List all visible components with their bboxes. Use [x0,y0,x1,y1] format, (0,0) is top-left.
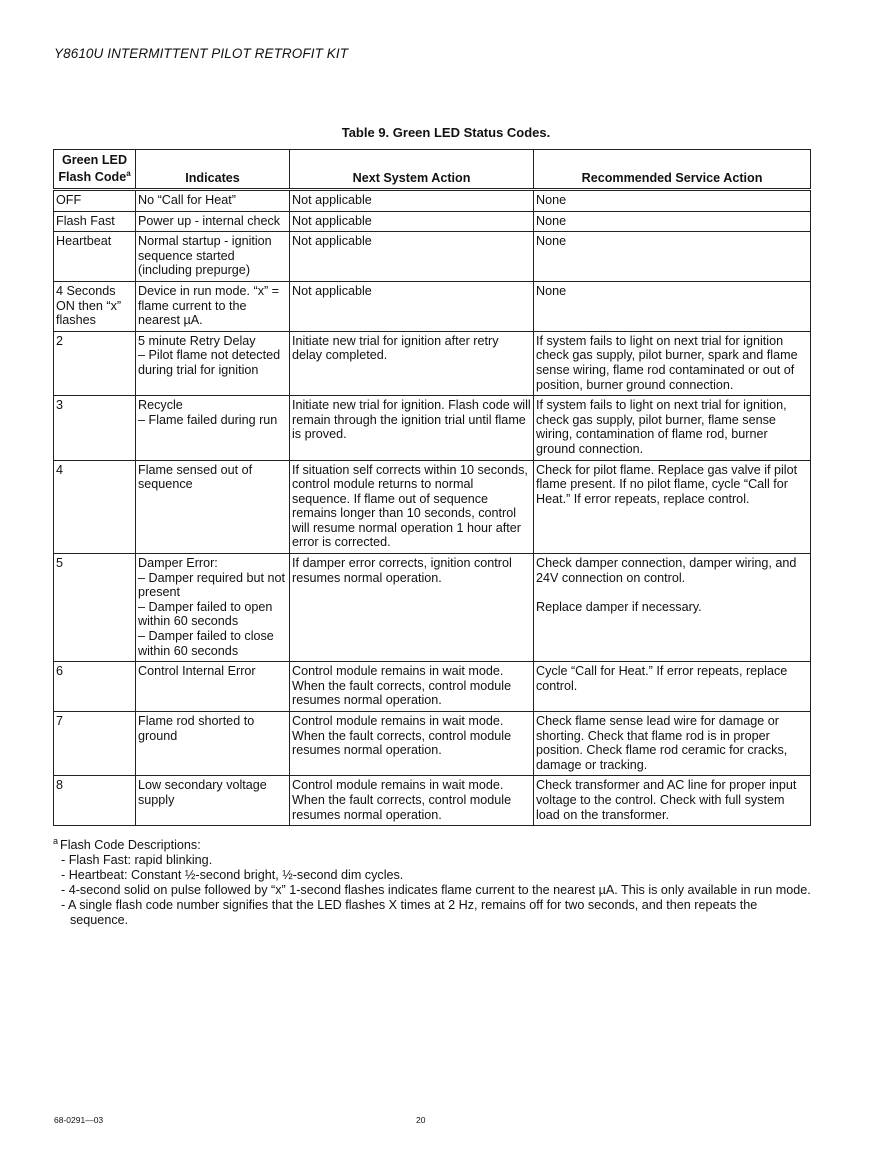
table-row [54,331,811,395]
green-led-status-table [53,149,811,826]
cell-next-action: Control module remains in wait mode. When the fault corrects, control module resumes normal operation. [290,712,534,776]
cell-next-action: Not applicable [290,232,534,282]
column-header-indicates: Indicates [136,150,290,190]
cell-next-action: Control module remains in wait mode. When the fault corrects, control module resumes normal operation. [290,662,534,712]
cell-indicates: Device in run mode. “x” = flame current to the nearest µA. [136,281,290,331]
cell-service-action: Check flame sense lead wire for damage or shorting. Check that flame rod is in proper position. Check flame rod ceramic for cracks, damage or tracking. [534,712,811,776]
cell-indicates: No “Call for Heat” [136,190,290,212]
cell-indicates: Power up - internal check [136,211,290,232]
column-header-next-action: Next System Action [290,150,534,190]
column-header-flash-code-line2: Flash Code [58,170,127,184]
cell-indicates: Low secondary voltage supply [136,776,290,826]
cell-service-action: None [534,211,811,232]
cell-next-action: Not applicable [290,190,534,212]
cell-service-action: Check damper connection, damper wiring, and 24V connection on control. Replace damper if necessary. [534,554,811,662]
cell-service-action: If system fails to light on next trial for ignition, check gas supply, pilot burner, flame sense wiring, contamination of flame rod, burner ground connection. [534,396,811,460]
footnote-item: - A single flash code number signifies that the LED flashes X times at 2 Hz, remains off for two seconds, and then repeats the sequence. [61,898,758,927]
cell-flash-code: Flash Fast [54,211,136,232]
footnote-item: - Flash Fast: rapid blinking. [61,853,213,867]
table-row [54,211,811,232]
footnote-item: - Heartbeat: Constant ½-second bright, ½-second dim cycles. [61,868,404,882]
cell-flash-code: Heartbeat [54,232,136,282]
cell-flash-code: 5 [54,554,136,662]
document-number: 68-0291—03 [54,1115,104,1125]
cell-service-action: None [534,190,811,212]
cell-flash-code: 4 [54,460,136,554]
cell-next-action: Not applicable [290,211,534,232]
column-header-flash-code-line1: Green LED [61,153,128,167]
table-row [54,662,811,712]
footnote-list [53,853,813,928]
table-row [54,554,811,662]
cell-service-action: None [534,232,811,282]
table-row [54,460,811,554]
cell-service-action: If system fails to light on next trial for ignition check gas supply, pilot burner, spark and flame sense wiring, flame rod contaminated or out of position, burner ground connection. [534,331,811,395]
table-row [54,712,811,776]
cell-flash-code: 3 [54,396,136,460]
cell-service-action: Check for pilot flame. Replace gas valve if pilot flame present. If no pilot flame, cycle “Call for Heat.” If error repeats, replace control. [534,460,811,554]
column-header-flash-code [54,150,136,190]
cell-flash-code: 4 Seconds ON then “x” flashes [54,281,136,331]
table-header-row [54,150,811,190]
column-header-service-action: Recommended Service Action [534,150,811,190]
cell-flash-code: 2 [54,331,136,395]
cell-service-action: Check transformer and AC line for proper input voltage to the control. Check with full system load on the transformer. [534,776,811,826]
cell-next-action: Initiate new trial for ignition after retry delay completed. [290,331,534,395]
cell-next-action: Control module remains in wait mode. When the fault corrects, control module resumes normal operation. [290,776,534,826]
footnote-item: - 4-second solid on pulse followed by “x” 1-second flashes indicates flame current to the nearest µA. This is only available in run mode. [61,883,811,897]
cell-indicates: Control Internal Error [136,662,290,712]
cell-flash-code: 7 [54,712,136,776]
cell-indicates: Flame rod shorted to ground [136,712,290,776]
cell-service-action: Cycle “Call for Heat.” If error repeats, replace control. [534,662,811,712]
footnote-marker: a [53,835,59,846]
cell-flash-code: OFF [54,190,136,212]
footnote-title: Flash Code Descriptions: [60,838,201,852]
table-row [54,281,811,331]
cell-next-action: Not applicable [290,281,534,331]
cell-next-action: If damper error corrects, ignition control resumes normal operation. [290,554,534,662]
table-row [54,190,811,212]
table-row [54,396,811,460]
footnote-heading [53,835,813,853]
footnote-marker: a [126,168,131,178]
cell-next-action: Initiate new trial for ignition. Flash code will remain through the ignition trial until flame is proved. [290,396,534,460]
cell-indicates: Recycle – Flame failed during run [136,396,290,460]
cell-indicates: Normal startup - ignition sequence started (including prepurge) [136,232,290,282]
cell-service-action: None [534,281,811,331]
table-row [54,232,811,282]
cell-indicates: Flame sensed out of sequence [136,460,290,554]
table-caption: Table 9. Green LED Status Codes. [341,125,551,140]
cell-flash-code: 6 [54,662,136,712]
page-number: 20 [416,1115,426,1125]
footnote [53,835,813,928]
cell-indicates: 5 minute Retry Delay – Pilot flame not detected during trial for ignition [136,331,290,395]
document-header-title: Y8610U INTERMITTENT PILOT RETROFIT KIT [54,46,349,61]
cell-flash-code: 8 [54,776,136,826]
table-row [54,776,811,826]
cell-indicates: Damper Error: – Damper required but not present – Damper failed to open within 60 seconds – Damper failed to close within 60 seconds [136,554,290,662]
table-body [54,190,811,826]
cell-next-action: If situation self corrects within 10 seconds, control module returns to normal sequence. If flame out of sequence remains longer than 10 seconds, control will resume normal operation 1 hour after error is corrected. [290,460,534,554]
